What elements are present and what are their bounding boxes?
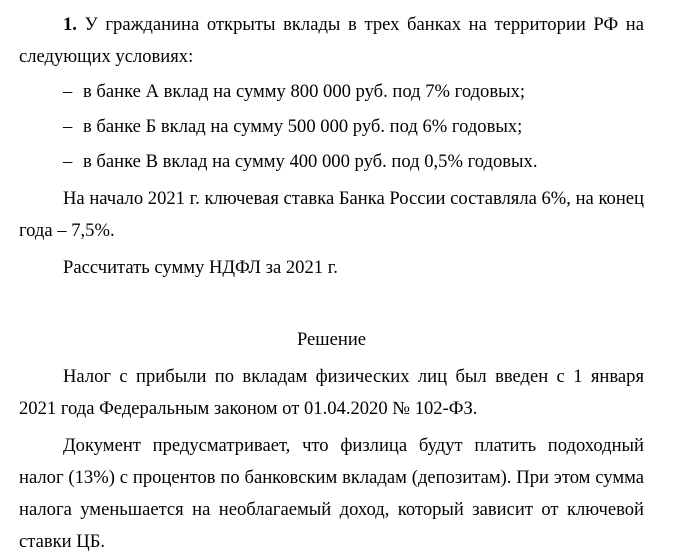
- list-dash: –: [63, 81, 73, 102]
- list-item-text: в банке Б вклад на сумму 500 000 руб. под 6% годовых;: [83, 116, 523, 137]
- problem-intro: [19, 9, 644, 73]
- list-item-text: в банке А вклад на сумму 800 000 руб. под 7% годовых;: [83, 81, 526, 102]
- list-item: [19, 111, 644, 143]
- task-statement: Рассчитать сумму НДФЛ за 2021 г.: [63, 257, 338, 278]
- list-item-text: в банке В вклад на сумму 400 000 руб. под 0,5% годовых.: [83, 151, 538, 172]
- solution-heading: Решение: [296, 329, 367, 350]
- list-dash: –: [63, 151, 73, 172]
- solution-paragraph-1: Налог с прибыли по вкладам физических лиц был введен с 1 января 2021 года Федеральным законом от 01.04.2020 № 102-ФЗ.: [19, 366, 644, 419]
- problem-intro-text: У гражданина открыты вклады в трех банках на территории РФ на следующих условиях:: [19, 14, 644, 67]
- list-dash: –: [63, 116, 73, 137]
- list-item: [19, 76, 644, 108]
- problem-number: 1.: [63, 14, 77, 35]
- solution-paragraph-2: Документ предусматривает, что физлица будут платить подоходный налог (13%) с процентов по банковским вкладам (депозитам). При этом сумма налога уменьшается на необлагаемый доход, который зависит от ключевой ставки ЦБ.: [19, 435, 644, 552]
- rate-note: На начало 2021 г. ключевая ставка Банка России составляла 6%, на конец года – 7,5%.: [19, 188, 644, 241]
- list-item: [19, 146, 644, 178]
